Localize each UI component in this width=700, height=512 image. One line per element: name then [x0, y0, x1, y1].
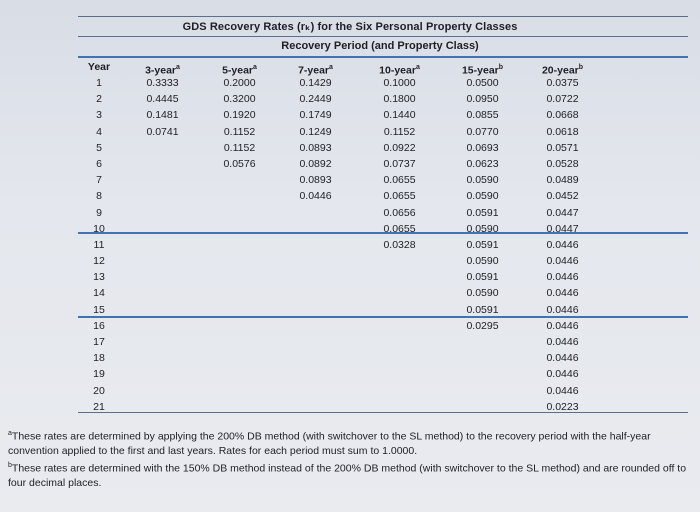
year-cell: 6	[96, 157, 102, 170]
rate-cell: 0.3333	[146, 77, 179, 89]
rate-cell: 0.0571	[546, 141, 579, 154]
year-cell: 3	[96, 109, 102, 122]
rate-cell: 0.0223	[546, 400, 579, 413]
rate-cell: 0.0655	[383, 190, 416, 203]
rate-cell: 0.0295	[466, 319, 499, 332]
rate-cell: 0.0328	[383, 238, 416, 251]
year-cell: 13	[93, 271, 105, 284]
year-cell: 18	[93, 352, 105, 365]
rate-cell: 0.0591	[466, 238, 499, 251]
rate-cell: 0.0446	[546, 255, 579, 268]
rate-cell: 0.0855	[466, 109, 499, 122]
year-column	[78, 60, 120, 415]
rate-cell: 0.0950	[466, 93, 499, 106]
rate-cell: 0.0590	[466, 287, 499, 300]
rate-cell: 0.4445	[146, 93, 179, 106]
column-header-label: 7-year	[298, 64, 330, 77]
rate-cell: 0.1152	[383, 125, 416, 138]
column-header-mark: a	[253, 64, 257, 71]
year-cell: 5	[96, 141, 102, 154]
rate-cell: 0.1440	[383, 109, 416, 122]
column-header-mark: b	[578, 64, 584, 71]
year-cell: 10	[93, 222, 105, 235]
column-header	[135, 60, 190, 75]
rate-cell: 0.0528	[546, 157, 579, 170]
year-cell: 4	[96, 125, 102, 138]
rate-cell: 0.0446	[546, 384, 579, 397]
rate-cell: 0.0375	[546, 77, 579, 89]
column-header-label: 3-year	[145, 64, 177, 77]
column-header-mark: a	[329, 64, 333, 71]
column-5-year	[212, 60, 267, 172]
rate-cell: 0.3200	[223, 93, 256, 106]
rate-cell: 0.0590	[466, 174, 499, 187]
footnote-a	[8, 427, 692, 458]
year-cell: 2	[96, 93, 102, 106]
rate-cell: 0.1429	[299, 77, 332, 89]
top-rule	[78, 16, 688, 17]
rate-cell: 0.1920	[223, 109, 256, 122]
table-title: GDS Recovery Rates (rₖ) for the Six Personal Property Classes	[182, 21, 518, 33]
rate-cell: 0.0446	[546, 271, 579, 284]
rate-cell: 0.0655	[383, 222, 416, 235]
column-header	[212, 60, 267, 75]
year-cell: 14	[93, 287, 105, 300]
footnote-b	[8, 459, 692, 490]
rate-cell: 0.0693	[466, 141, 499, 154]
rate-cell: 0.2000	[223, 77, 256, 89]
year-cell: 8	[96, 190, 102, 203]
rate-cell: 0.1000	[383, 77, 416, 89]
year-cell: 17	[93, 336, 105, 348]
footnote-b-text: These rates are determined with the 150% DB method instead of the 200% DB method (with switchover to the SL method) and are rounded off to four decimal places.	[8, 462, 687, 489]
rate-cell: 0.1152	[223, 125, 256, 138]
rate-cell: 0.0922	[383, 141, 416, 154]
rate-cell: 0.0446	[546, 238, 579, 251]
rate-cell: 0.0591	[466, 303, 499, 316]
rate-cell: 0.0893	[299, 141, 332, 154]
year-cell: 1	[96, 77, 102, 89]
footnote-b-mark: b	[8, 462, 12, 469]
rate-cell: 0.0500	[466, 77, 499, 89]
rate-cell: 0.0655	[383, 174, 416, 187]
column-10-year	[372, 60, 427, 253]
year-cell: 9	[96, 206, 102, 219]
rate-cell: 0.1800	[383, 93, 416, 106]
year-cell: 12	[93, 255, 105, 268]
rate-cell: 0.0770	[466, 125, 499, 138]
rate-cell: 0.0489	[546, 174, 579, 187]
rate-cell: 0.0590	[466, 190, 499, 203]
column-header	[372, 60, 427, 75]
rate-cell: 0.0591	[466, 206, 499, 219]
title-rule	[78, 36, 688, 37]
column-header-label: 10-year	[379, 64, 416, 77]
rate-cell: 0.1749	[299, 109, 332, 122]
year-cell: 21	[93, 400, 105, 413]
rate-cell: 0.0623	[466, 157, 499, 170]
footnote-a-text: These rates are determined by applying the 200% DB method (with switchover to the SL method) to the recovery period with the half-year convention applied to the first and last years. Rates for each period must sum to 1.0000.	[8, 430, 651, 457]
rate-cell: 0.0452	[546, 190, 579, 203]
rate-cell: 0.0591	[466, 271, 499, 284]
rate-cell: 0.0576	[223, 157, 256, 170]
table-subtitle: Recovery Period (and Property Class)	[281, 40, 479, 52]
rate-cell: 0.0722	[546, 93, 579, 106]
rate-cell: 0.0447	[546, 222, 579, 235]
rate-cell: 0.0741	[146, 125, 179, 138]
year-cell: 19	[93, 368, 105, 381]
rate-cell: 0.1249	[299, 125, 332, 138]
row-15-rule	[78, 316, 688, 318]
column-3-year	[135, 60, 190, 140]
rate-cell: 0.0737	[383, 157, 416, 170]
header-rule	[78, 56, 688, 58]
rate-cell: 0.0893	[299, 174, 332, 187]
rate-cell: 0.0446	[546, 287, 579, 300]
column-header-mark: a	[415, 64, 420, 71]
year-header: Year	[87, 61, 111, 73]
rate-cell: 0.0668	[546, 109, 579, 122]
bottom-rule	[78, 412, 688, 413]
rate-cell: 0.0590	[466, 255, 499, 268]
column-7-year	[288, 60, 343, 205]
column-header-mark: b	[498, 64, 504, 71]
column-20-year	[535, 60, 590, 415]
rate-cell: 0.0446	[546, 303, 579, 316]
rate-cell: 0.1152	[223, 141, 256, 154]
column-header	[535, 60, 590, 75]
column-header-label: 5-year	[222, 64, 254, 77]
rate-cell: 0.0446	[546, 368, 579, 381]
rate-cell: 0.0656	[383, 206, 416, 219]
rate-cell: 0.0447	[546, 206, 579, 219]
year-cell: 11	[93, 238, 105, 251]
rate-cell: 0.0446	[299, 190, 332, 203]
column-15-year	[455, 60, 510, 334]
column-header-label: 15-year	[461, 64, 499, 77]
rate-cell: 0.1481	[146, 109, 179, 122]
year-cell: 7	[96, 174, 102, 187]
rate-cell: 0.2449	[299, 93, 332, 106]
column-header-mark: a	[176, 64, 180, 71]
year-cell: 16	[93, 319, 105, 332]
column-header-label: 20-year	[541, 64, 579, 77]
rate-cell: 0.0590	[466, 222, 499, 235]
rate-cell: 0.0446	[546, 336, 579, 348]
year-cell: 20	[93, 384, 105, 397]
rate-cell: 0.0618	[546, 125, 579, 138]
rate-cell: 0.0892	[299, 157, 332, 170]
footnote-a-mark: a	[8, 430, 12, 437]
rate-cell: 0.0446	[546, 319, 579, 332]
year-cell: 15	[93, 303, 105, 316]
column-header	[288, 60, 343, 75]
column-header	[455, 60, 510, 75]
rate-cell: 0.0446	[546, 352, 579, 365]
